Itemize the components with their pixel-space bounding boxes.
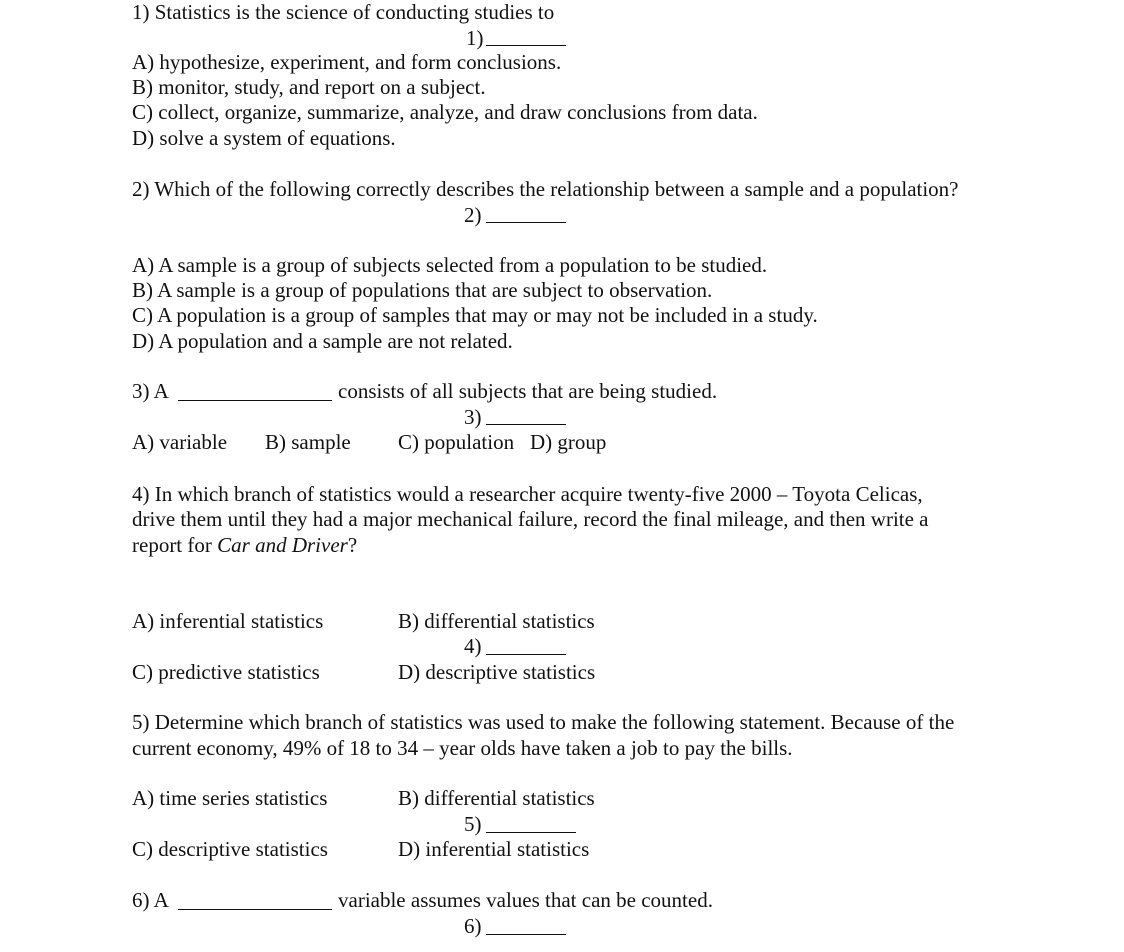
question-5-line-2: current economy, 49% of 18 to 34 – year olds have taken a job to pay the bills. xyxy=(132,736,793,760)
question-2-answer-number: 2) xyxy=(464,203,482,227)
question-2-option-b: B) A sample is a group of populations that are subject to observation. xyxy=(132,278,713,302)
question-4-option-c: C) predictive statistics xyxy=(132,660,320,684)
question-4-option-a: A) inferential statistics xyxy=(132,609,324,633)
question-3-option-a: A) variable xyxy=(132,430,228,454)
question-4-line-1: 4) In which branch of statistics would a researcher acquire twenty-five 2000 – Toyota Celicas, xyxy=(132,482,923,506)
question-1-answer-blank[interactable] xyxy=(486,44,566,46)
question-5-answer-number: 5) xyxy=(464,812,482,836)
question-6-rest: variable assumes values that can be counted. xyxy=(338,888,713,912)
question-3-lead: 3) A xyxy=(132,379,169,403)
question-1-option-b: B) monitor, study, and report on a subject. xyxy=(132,75,486,99)
question-4-option-d: D) descriptive statistics xyxy=(398,660,596,684)
question-6-answer-blank[interactable] xyxy=(486,933,566,935)
question-4-publication-title: Car and Driver xyxy=(217,533,348,557)
question-5-option-a: A) time series statistics xyxy=(132,786,328,810)
question-2-option-a: A) A sample is a group of subjects selected from a population to be studied. xyxy=(132,253,768,277)
question-5-option-b: B) differential statistics xyxy=(398,786,595,810)
question-1-stem: 1) Statistics is the science of conducting studies to xyxy=(132,0,555,24)
question-3-option-b: B) sample xyxy=(265,430,351,454)
question-4-answer-blank[interactable] xyxy=(486,653,566,655)
question-4-answer-number: 4) xyxy=(464,634,482,658)
question-3-answer-number: 3) xyxy=(464,405,482,429)
question-3-option-c: C) population xyxy=(398,430,515,454)
question-3-answer-blank[interactable] xyxy=(486,423,566,425)
question-5-option-d: D) inferential statistics xyxy=(398,837,590,861)
question-5-line-1: 5) Determine which branch of statistics was used to make the following statement. Because of the xyxy=(132,710,955,734)
question-4-line-3 xyxy=(132,533,357,557)
question-3-option-d: D) group xyxy=(530,430,607,454)
question-1-option-c: C) collect, organize, summarize, analyze, and draw conclusions from data. xyxy=(132,100,758,124)
question-4-line-3-pre: report for xyxy=(132,533,218,557)
question-1-option-d: D) solve a system of equations. xyxy=(132,126,396,150)
question-4-line-2: drive them until they had a major mechanical failure, record the final mileage, and then write a xyxy=(132,507,929,531)
question-5-answer-blank[interactable] xyxy=(486,831,576,833)
question-2-option-d: D) A population and a sample are not related. xyxy=(132,329,513,353)
question-3-rest: consists of all subjects that are being studied. xyxy=(338,379,718,403)
question-4-line-3-post: ? xyxy=(347,533,358,557)
question-2-stem: 2) Which of the following correctly describes the relationship between a sample and a population? xyxy=(132,177,959,201)
question-1-option-a: A) hypothesize, experiment, and form conclusions. xyxy=(132,50,562,74)
question-6-fill-blank[interactable] xyxy=(178,908,332,910)
question-4-option-b: B) differential statistics xyxy=(398,609,595,633)
question-2-option-c: C) A population is a group of samples that may or may not be included in a study. xyxy=(132,303,818,327)
question-1-answer-number: 1) xyxy=(466,26,484,50)
question-6-answer-number: 6) xyxy=(464,914,482,938)
question-6-lead: 6) A xyxy=(132,888,169,912)
question-3-fill-blank[interactable] xyxy=(178,399,332,401)
question-2-answer-blank[interactable] xyxy=(486,221,566,223)
question-5-option-c: C) descriptive statistics xyxy=(132,837,328,861)
